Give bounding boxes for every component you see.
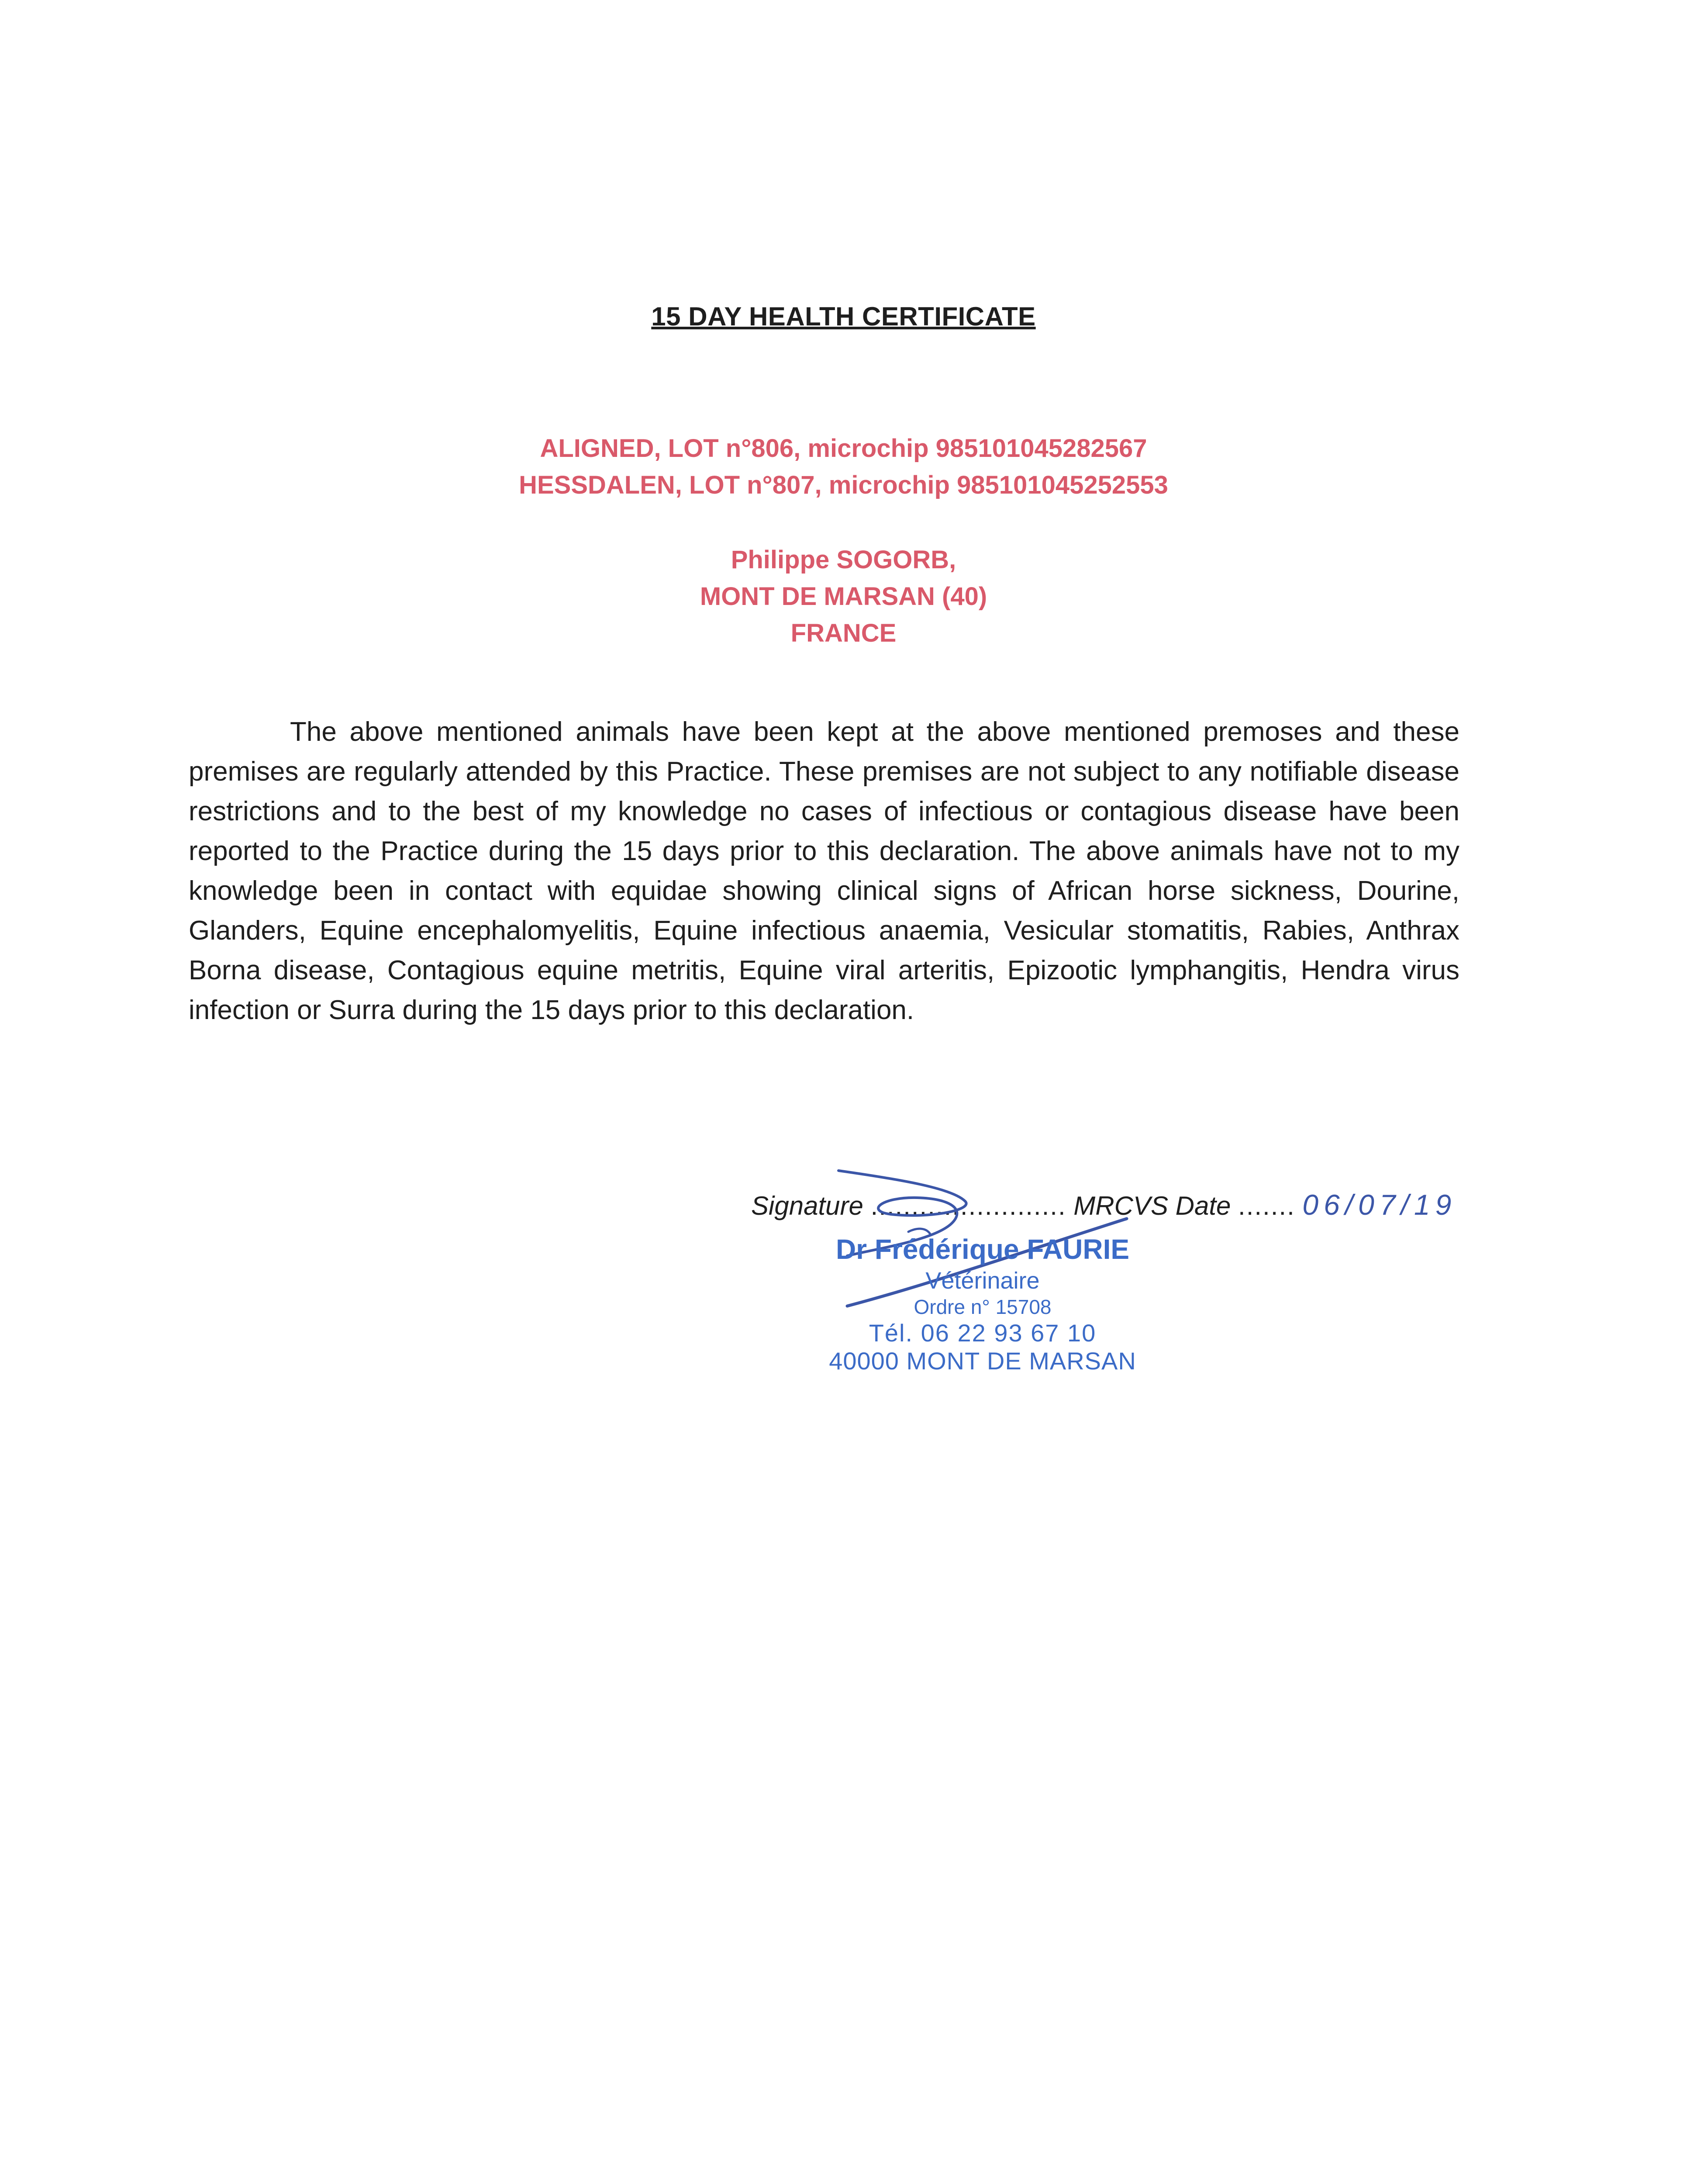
stamp-order-number: Ordre n° 15708 (914, 1296, 1052, 1318)
stamp-vet-name: Dr Frédérique FAURIE (835, 1234, 1130, 1265)
date-dots: ....... (1238, 1191, 1295, 1220)
document-title: 15 DAY HEALTH CERTIFICATE (651, 302, 1036, 331)
declaration-paragraph: The above mentioned animals have been kept at the above mentioned premoses and these premises are regularly attended by this Practice. These premises are not subject to any notifiable disease restrictions and to the best of my knowledge no cases of infectious or contagious disease have been reported to the Practice during the 15 days prior to this declaration. The above animals have not to my knowledge been in contact with equidae showing clinical signs of African horse sickness, Dourine, Glanders, Equine encephalomyelitis, Equine infectious anaemia, Vesicular stomatitis, Rabies, Anthrax Borna disease, Contagious equine metritis, Equine viral arteritis, Epizootic lymphangitis, Hendra virus infection or Surra during the 15 days prior to this declaration. (189, 717, 1459, 1025)
owner-country: FRANCE (790, 619, 897, 647)
mrcvs-date-label: MRCVS Date (1073, 1191, 1231, 1220)
signature-label: Signature (751, 1191, 863, 1220)
stamp-city: 40000 MONT DE MARSAN (829, 1347, 1136, 1375)
handwritten-date: 06/07/19 (1302, 1189, 1457, 1221)
horse-line-2: HESSDALEN, LOT n°807, microchip 985101045252553 (519, 471, 1168, 499)
declaration-text (189, 712, 1459, 1030)
horse-line-1: ALIGNED, LOT n°806, microchip 985101045282567 (540, 434, 1147, 463)
veterinary-stamp (742, 1232, 1223, 1375)
horse-list (0, 430, 1687, 504)
stamp-telephone: Tél. 06 22 93 67 10 (869, 1319, 1097, 1347)
owner-block (0, 542, 1687, 652)
owner-location: MONT DE MARSAN (40) (700, 582, 987, 611)
stamp-role: Vétérinaire (925, 1268, 1040, 1294)
owner-name: Philippe SOGORB, (731, 546, 956, 574)
signature-dots: ........................ (870, 1191, 1066, 1220)
